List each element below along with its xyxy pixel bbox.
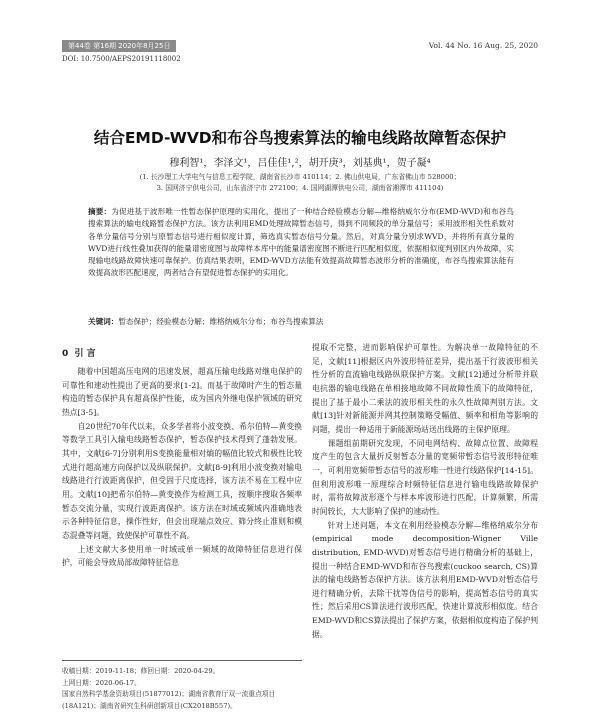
paragraph: 上述文献大多使用单一时域或单一频域的故障特征信息进行保护，可能会导致局部故障特征信息 [62,544,302,568]
volume-tag: 第44卷 第16期 2020年8月25日 [62,40,176,52]
paragraph: 自20世纪70年代以来，众多学者将小波变换、希尔伯特—黄变换等数学工具引入输电线路暂态保护，暂态保护技术得到了蓬勃发展。其中，文献[6-7]分别利用S变换能量相对熵的幅值比较式和极性比较式进行超高速方向保护以及纵联保护。文献[8-9]利用小波变换对输电线路进行行波距离保护，但受固于尺度选择，该方法不易在工程中应用。文献[10]把希尔伯特—黄变换作为检测工具，按顺序搜取各频率暂态交流分量，实现行波距离保护。该方法在时域或频域内准确地表示各种特征信息，操作性好，但会出现端点效应、筛分终止准则和模态混叠等问题，致使保护可靠性不高。 [62,421,302,540]
footnote-funding: 国家自然科学基金资助项目(51877012)；湖南省教育厅双一流重点项目(18A121)；湖南省研究生科研创新项目(CX2018B557)。 [62,690,276,710]
author-list: 穆利智¹，李泽文¹，吕佳佳¹,²，胡开庚³，刘基典¹，贺子凝⁴ [169,158,431,169]
abstract-text: 为促进基于波形唯一性暂态保护原理的实用化，提出了一种结合经验模态分解—维格纳威尔分布(EMD-WVD)和布谷鸟搜索算法的输电线路暂态保护方法。该方法利用EMD处理故障暂态信号，得到不同频段的单分量信号；采用波形相关性系数对各单分量信号分别与原暂态信号进行相似度计算，筛选真实暂态信号分量。然后，对真分量分别求WVD，并将所有真分量的WVD进行线性叠加获得的能量谱密度图与故障样本库中的能量谱密度图不断进行匹配相似度，依据相似度判别区内外故障，实现输电线路故障快速可靠保护。仿真结果表明，EMD-WVD方法能有效提高故障暂态波形分析的准确度，布谷鸟搜索算法能有效提高波形匹配速度，两者结合有望促进暂态保护的实用化。 [88,207,515,278]
keywords [88,316,514,327]
paragraph: 针对上述问题，本文在利用经验模态分解—维格纳威尔分布(empirical mode decomposition-Wigner Ville distribution, EMD-WVD)对暂态信号进行精确分析的基础上，提出一种结合EMD-WVD和布谷鸟搜索(cuckoo search, CS)算法的输电线路暂态保护方法。该方法利用EMD-WVD对暂态信号进行精确分析，去除干扰等伪信号的影响，提高暂态信号的真实性；然后采用CS算法进行波形匹配，快速计算波形相似度。结合EMD-WVD和CS算法提出了保护方案，依据相似度构造了保护判据。 [312,520,538,639]
section-heading [62,346,96,359]
footnote-received: 收稿日期：2019-11-18；修回日期：2020-04-29。 [62,667,220,675]
affiliation-line-1: (1. 长沙理工大学电气与信息工程学院，湖南省长沙市 410114；2. 佛山供电局，广东省佛山市 528000； [139,173,461,181]
paper-title: 结合EMD-WVD和布谷鸟搜索算法的输电线路故障暂态保护 [93,129,507,147]
section-number: 0 [62,349,69,359]
abstract [88,206,514,280]
abstract-label: 摘要： [88,207,112,216]
footnotes [62,660,302,712]
paragraph: 随着中国超高压电网的迅速发展，超高压输电线路对继电保护的可靠性和速动性提出了更高的要求[1-2]。而基于故障时产生的暂态量构造的暂态保护具有超高保护性能，成为国内外继电保护领域的研究热点[3-5]。 [62,367,302,417]
footnote-online: 上网日期：2020-06-17。 [62,678,141,687]
volume-info: Vol. 44 No. 16 Aug. 25, 2020 [428,41,538,50]
paragraph: 提取不完整，进而影响保护可靠性。为解决单一故障特征的不足，文献[11]根据区内外波形特征差异，提出基于行波波形相关性分析的直流输电线路纵联保护方案。文献[12]通过分析带并联电抗器的输电线路在单相接地故障不同故障性质下的故障特征，提出了基于最小二乘法的波形相关性的永久性故障判别方法。文献[13]针对新能源并网其控制策略受幅值、频率和相角等影响的问题，提出一种适用于新能源场站送出线路的主保护原理。 [312,343,538,434]
section-title: 引 言 [74,349,96,359]
paragraph: 课题组前期研究发现，不同电网结构、故障点位置、故障程度产生的包含大量折反射暂态分量的宽频带暂态信号波形特征唯一，可利用宽频带暂态信号的波形唯一性进行线路保护[14-15]。但利用波形唯一原理综合时频特征信息进行输电线路故障保护时，需将故障波形逐个与样本库波形进行匹配，计算频繁，所需时间较长，大大影响了保护的速动性。 [312,438,538,516]
doi: DOI: 10.7500/AEPS20191118002 [62,55,181,63]
left-column [62,365,302,570]
affiliation-line-2: 3. 国网济宁供电公司，山东省济宁市 272100；4. 国网湖潭供电公司，湖南省湘潭市 411104) [156,184,444,192]
keywords-label: 关键词： [88,317,119,326]
right-column [312,341,538,641]
keywords-text: 暂态保护；经验模态分解；维格纳威尔分布；布谷鸟搜索算法 [118,317,324,326]
